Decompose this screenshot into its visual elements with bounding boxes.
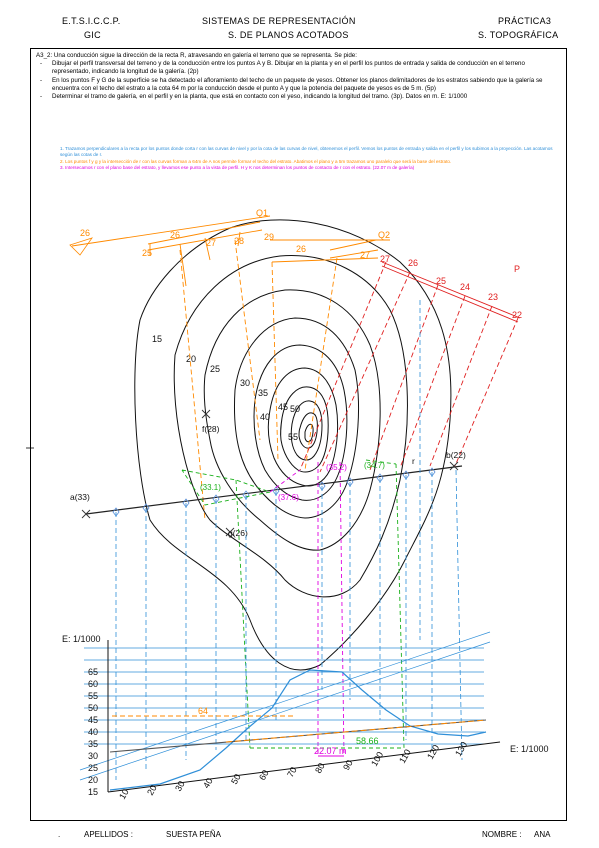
line-r-label: r (412, 456, 415, 466)
x-tick-label: 110 (397, 747, 413, 765)
practice-topic-label: S. TOPOGRÁFICA (478, 30, 559, 40)
statement-intro: A3_2: Una conducción sigue la dirección de la recta R, atravesando en galería el terreno que se representa. Se pide: (36, 52, 357, 59)
q2-label: Q2 (378, 230, 391, 240)
triangle-marker (70, 238, 92, 255)
red-label: 23 (488, 292, 499, 302)
subject-label: SISTEMAS DE REPRESENTACIÓN (202, 16, 356, 26)
contour-label: 30 (240, 378, 251, 388)
p-label: P (514, 264, 521, 274)
x-tick-label: 40 (201, 776, 215, 790)
contour-label: 50 (290, 404, 301, 414)
contour-label: 40 (260, 412, 271, 422)
contour-label: 25 (210, 364, 221, 374)
red-label: 27 (380, 254, 391, 264)
orange-label: 26 (80, 228, 91, 238)
red-label: 25 (436, 276, 447, 286)
contour-label: 45 (278, 402, 289, 412)
profile-y-ticks (88, 667, 98, 797)
orange-label: 27 (360, 250, 371, 260)
y-tick-label: 25 (88, 763, 99, 773)
contour-label: 55 (288, 432, 299, 442)
y-tick-label: 35 (88, 739, 99, 749)
contour-55 (299, 413, 317, 448)
orange-label: 26 (296, 244, 307, 254)
red-label: 26 (408, 258, 419, 268)
terrain-profile (110, 670, 486, 790)
y-tick-label: 50 (88, 703, 99, 713)
statement-item: - Determinar el tramo de galería, en el perfil y en la planta, que está en contacto con el yeso, indicando la longitud del tramo. (3p). Datos en m. E: 1/1000 (40, 93, 468, 101)
x-tick-label: 30 (173, 779, 187, 793)
surname-label: APELLIDOS : (84, 830, 133, 839)
orange-label: 27 (206, 238, 217, 248)
x-tick-label: 80 (313, 761, 327, 775)
profile-x-ticks (117, 740, 469, 801)
x-tick-label: 130 (453, 739, 470, 758)
topic-label: S. DE PLANOS ACOTADOS (228, 30, 349, 40)
profile-axes (108, 640, 500, 792)
solution-note-magenta: 3. Intersecamos r con el plano base del estrato, y llevamos ese punto a la vista de perfil. H y K nos determinan los puntos de contacto de r con el estrato. (22.07 m de galería) (60, 165, 415, 171)
degree-label: GIC (84, 30, 101, 40)
orange-label: 29 (264, 232, 275, 242)
point-37-label: (37.6) (278, 493, 299, 502)
orange-label: 25 (142, 248, 153, 258)
profile-scale-label-left: E: 1/1000 (62, 634, 101, 644)
solution-note-orange: 2. Los puntos f y g y la intersección de r con las curvas forman a 64m de A nos permite formar el techo del estrato. Abatimos el plano y a 5m trazamos uno paralelo que será la base del estrato. (60, 158, 452, 164)
y-tick-label: 15 (88, 787, 99, 797)
y-tick-label: 60 (88, 679, 99, 689)
name-label: NOMBRE : (482, 830, 522, 839)
orange-labels (80, 208, 390, 260)
x-tick-label: 20 (145, 783, 159, 797)
point-33-label: (33.1) (200, 483, 221, 492)
x-tick-label: 60 (257, 768, 271, 782)
y-tick-label: 40 (88, 727, 99, 737)
point-34-label: (34.7) (364, 461, 385, 470)
solution-note-blue: 1. Trazamos perpendiculares a la recta por los puntos donde corta r con las curvas de nivel y por la cota de las curvas de nivel, obtenemos el perfil. Vemos los puntos de entrada y salida en el perfil y los subimos a la proyección. Las acotamos según las cotas de r. (60, 146, 553, 158)
contour-label: 20 (186, 354, 197, 364)
red-label: 24 (460, 282, 471, 292)
y-tick-label: 55 (88, 691, 99, 701)
contour-label: 15 (152, 334, 163, 344)
point-f-label: f(28) (202, 424, 220, 434)
contour-30 (234, 318, 358, 518)
footer-dot: . (58, 830, 61, 839)
x-tick-label: 70 (285, 765, 299, 779)
label-22-07: 22.07 m (314, 746, 347, 756)
y-tick-label: 30 (88, 751, 99, 761)
statement-item: - En los puntos F y G de la superficie se ha detectado el afloramiento del techo de un paquete de yesos. Obtener los planos delimitadores de los estratos sabiendo que la galería se encuentra con el techo del estrato a la cota 64 m por la conducción desde el punto A y que la potencia del paquete de yesos es de 5 m. (5p) (40, 76, 543, 92)
statement-item: - Dibujar el perfil transversal del terreno y de la conducción entre los puntos A y B. Dibujar en la planta y en el perfil los puntos de entrada y salida de conducción en el terreno representado, indicando la longitud de la galería. (2p) (40, 60, 525, 76)
orange-label: 28 (234, 236, 245, 246)
y-tick-label: 20 (88, 775, 99, 785)
q1-label: Q1 (256, 208, 269, 218)
point-g-label: g(26) (228, 528, 248, 538)
contour-label: 35 (258, 388, 269, 398)
x-tick-label: 50 (229, 772, 243, 786)
y-tick-label: 65 (88, 667, 99, 677)
orange-label: 26 (170, 230, 181, 240)
x-tick-label: 90 (341, 758, 355, 772)
point-a-label: a(33) (70, 492, 90, 502)
label-58-66: 58.66 (356, 736, 379, 746)
point-35-label: (35.2) (326, 463, 347, 472)
profile-scale-label-right: E: 1/1000 (510, 744, 549, 754)
red-label: 22 (512, 310, 523, 320)
y-tick-label: 45 (88, 715, 99, 725)
label-64: 64 (198, 706, 209, 716)
point-b-label: b(22) (446, 450, 466, 460)
point-labels (70, 424, 466, 538)
name-value: ANA (534, 830, 551, 839)
contour-25 (204, 290, 380, 550)
x-tick-label: 100 (369, 749, 386, 768)
surname-value: SUESTA PEÑA (166, 830, 221, 839)
x-tick-label: 10 (117, 787, 131, 801)
red-plane-lines (300, 262, 523, 472)
x-tick-label: 120 (425, 742, 442, 761)
school-label: E.T.S.I.C.C.P. (62, 16, 121, 26)
contour-45 (281, 387, 329, 472)
practice-label: PRÁCTICA3 (498, 16, 552, 26)
green-construction (182, 460, 404, 748)
